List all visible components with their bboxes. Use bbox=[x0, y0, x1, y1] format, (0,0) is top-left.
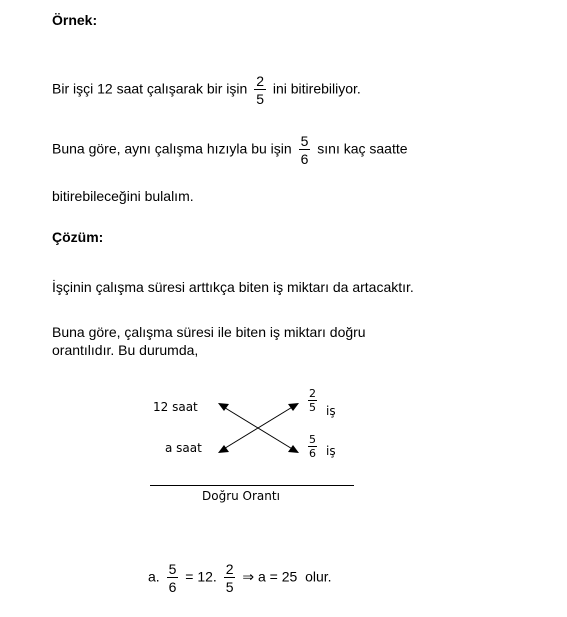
diagram-fraction-numerator: 5 bbox=[309, 433, 316, 446]
problem-line-2 bbox=[52, 134, 408, 166]
diagram-fraction-five-sixths bbox=[308, 434, 317, 459]
fraction-five-sixths bbox=[299, 134, 311, 166]
problem-line-3: bitirebileceğini bulalım. bbox=[52, 188, 194, 204]
diagram-caption: Doğru Orantı bbox=[202, 489, 280, 503]
equation-fraction-two-fifths bbox=[224, 562, 236, 594]
example-heading: Örnek: bbox=[52, 12, 98, 28]
equation-prefix: a. bbox=[148, 568, 160, 585]
solution-paragraph-2-line-1: Buna göre, çalışma süresi ile biten iş miktarı doğru bbox=[52, 324, 366, 340]
diagram-fraction-denominator: 6 bbox=[309, 447, 316, 460]
solution-paragraph-1: İşçinin çalışma süresi arttıkça biten iş miktarı da artacaktır. bbox=[52, 279, 414, 295]
diagram-row-2-unit: iş bbox=[326, 444, 336, 458]
fraction-denominator: 5 bbox=[225, 579, 234, 595]
fraction-numerator: 5 bbox=[300, 133, 309, 149]
diagram-fraction-two-fifths bbox=[308, 388, 317, 413]
fraction-numerator: 5 bbox=[168, 561, 177, 577]
fraction-denominator: 6 bbox=[300, 151, 309, 167]
diagram-divider bbox=[150, 485, 354, 486]
equation-result: ⇒ a = 25 olur. bbox=[242, 568, 332, 585]
fraction-numerator: 2 bbox=[225, 561, 234, 577]
proportion-diagram bbox=[150, 384, 360, 516]
diagram-row-1-unit: iş bbox=[326, 404, 336, 418]
diagram-row-2-left: a saat bbox=[165, 441, 202, 455]
problem-line-2-text: Buna göre, aynı çalışma hızıyla bu işin bbox=[52, 140, 292, 157]
solution-heading: Çözüm: bbox=[52, 229, 104, 245]
diagram-row-1-left: 12 saat bbox=[153, 400, 198, 414]
problem-line-2-end: sını kaç saatte bbox=[317, 140, 408, 157]
equation-middle: = 12. bbox=[185, 568, 217, 585]
fraction-denominator: 6 bbox=[168, 579, 177, 595]
fraction-denominator: 5 bbox=[256, 91, 264, 107]
solution-paragraph-2-line-2: orantılıdır. Bu durumda, bbox=[52, 342, 199, 358]
fraction-numerator: 2 bbox=[256, 73, 264, 89]
diagram-fraction-denominator: 5 bbox=[309, 401, 316, 414]
equation-fraction-five-sixths bbox=[167, 562, 179, 594]
fraction-two-fifths bbox=[254, 74, 266, 106]
diagram-fraction-numerator: 2 bbox=[309, 387, 316, 400]
cross-arrows-icon bbox=[218, 398, 300, 460]
problem-line-1-text: Bir işçi 12 saat çalışarak bir işin bbox=[52, 80, 248, 97]
problem-line-1-end: ini bitirebiliyor. bbox=[272, 80, 361, 97]
problem-line-1 bbox=[52, 74, 361, 106]
final-equation bbox=[148, 562, 332, 594]
